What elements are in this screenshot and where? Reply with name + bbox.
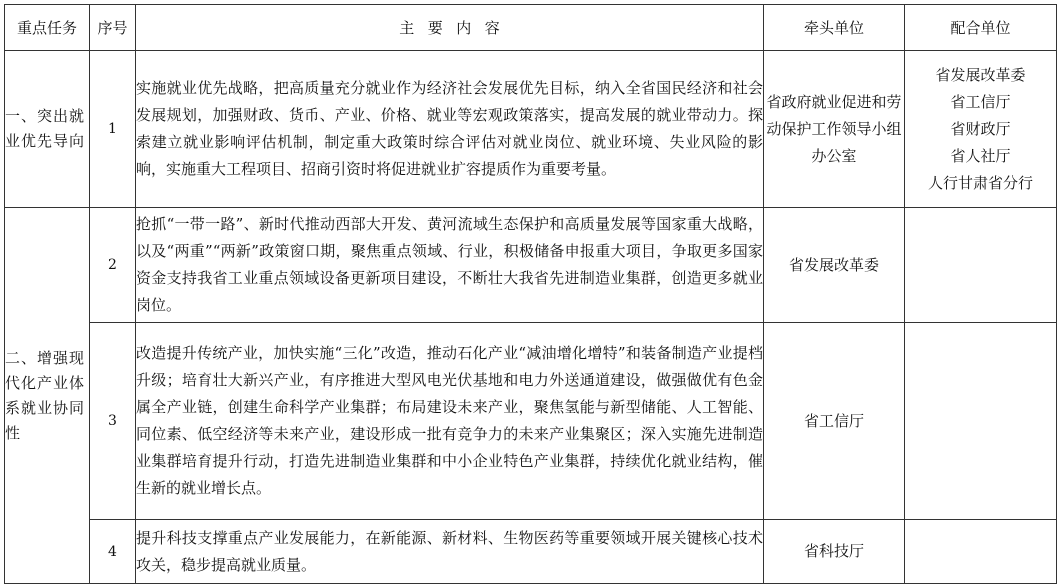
row-number: 1 bbox=[90, 51, 136, 208]
task-cell-2: 二、增强现代化产业体系就业协同性 bbox=[5, 208, 90, 584]
coop-unit: 省财政厅 bbox=[950, 119, 1011, 138]
header-content: 主要内容 bbox=[136, 5, 764, 51]
row-number: 3 bbox=[90, 323, 136, 520]
content-cell: 实施就业优先战略，把高质量充分就业作为经济社会发展优先目标，纳入全省国民经济和社会发展规划，加强财政、货币、产业、价格、就业等宏观政策落实，提高发展的就业带动力。探索建立就业影响评估机制，制定重大政策时综合评估对就业岗位、就业环境、失业风险的影响，实施重大工程项目、招商引资时将促进就业扩容提质作为重要考量。 bbox=[136, 51, 764, 208]
coop-unit-cell bbox=[905, 323, 1057, 520]
coop-unit: 省工信厅 bbox=[950, 92, 1011, 111]
lead-unit-cell: 省工信厅 bbox=[764, 323, 905, 520]
header-coop-unit: 配合单位 bbox=[905, 5, 1057, 51]
lead-unit-cell: 省科技厅 bbox=[764, 520, 905, 584]
row-number: 4 bbox=[90, 520, 136, 584]
table-row bbox=[5, 51, 1057, 208]
coop-unit: 人行甘肃省分行 bbox=[927, 173, 1033, 192]
content-cell: 改造提升传统产业，加快实施“三化”改造，推动石化产业“减油增化增特”和装备制造产业提档升级；培育壮大新兴产业，有序推进大型风电光伏基地和电力外送通道建设，做强做优有色金属全产业链，创建生命科学产业集群；布局建设未来产业，聚焦氢能与新型储能、人工智能、同位素、低空经济等未来产业，建设形成一批有竞争力的未来产业集聚区；深入实施先进制造业集群培育提升行动，打造先进制造业集群和中小企业特色产业集群，持续优化就业结构，催生新的就业增长点。 bbox=[136, 323, 764, 520]
content-cell: 提升科技支撑重点产业发展能力，在新能源、新材料、生物医药等重要领域开展关键核心技术攻关，稳步提高就业质量。 bbox=[136, 520, 764, 584]
header-task: 重点任务 bbox=[5, 5, 90, 51]
header-lead-unit: 牵头单位 bbox=[764, 5, 905, 51]
header-row bbox=[5, 5, 1057, 51]
coop-unit: 省发展改革委 bbox=[935, 65, 1026, 84]
coop-unit-cell bbox=[905, 520, 1057, 584]
coop-unit: 省人社厅 bbox=[950, 146, 1011, 165]
lead-unit-cell: 省发展改革委 bbox=[764, 208, 905, 323]
table-row bbox=[5, 520, 1057, 584]
table-row bbox=[5, 208, 1057, 323]
coop-unit-cell bbox=[905, 51, 1057, 208]
task-cell-1: 一、突出就业优先导向 bbox=[5, 51, 90, 208]
row-number: 2 bbox=[90, 208, 136, 323]
coop-unit-cell bbox=[905, 208, 1057, 323]
lead-unit-cell: 省政府就业促进和劳动保护工作领导小组办公室 bbox=[764, 51, 905, 208]
table-row bbox=[5, 323, 1057, 520]
header-num: 序号 bbox=[90, 5, 136, 51]
content-cell: 抢抓“一带一路”、新时代推动西部大开发、黄河流域生态保护和高质量发展等国家重大战略，以及“两重”“两新”政策窗口期，聚焦重点领域、行业，积极储备申报重大项目，争取更多国家资金支持我省工业重点领域设备更新项目建设，不断壮大我省先进制造业集群，创造更多就业岗位。 bbox=[136, 208, 764, 323]
task-table bbox=[4, 4, 1057, 584]
